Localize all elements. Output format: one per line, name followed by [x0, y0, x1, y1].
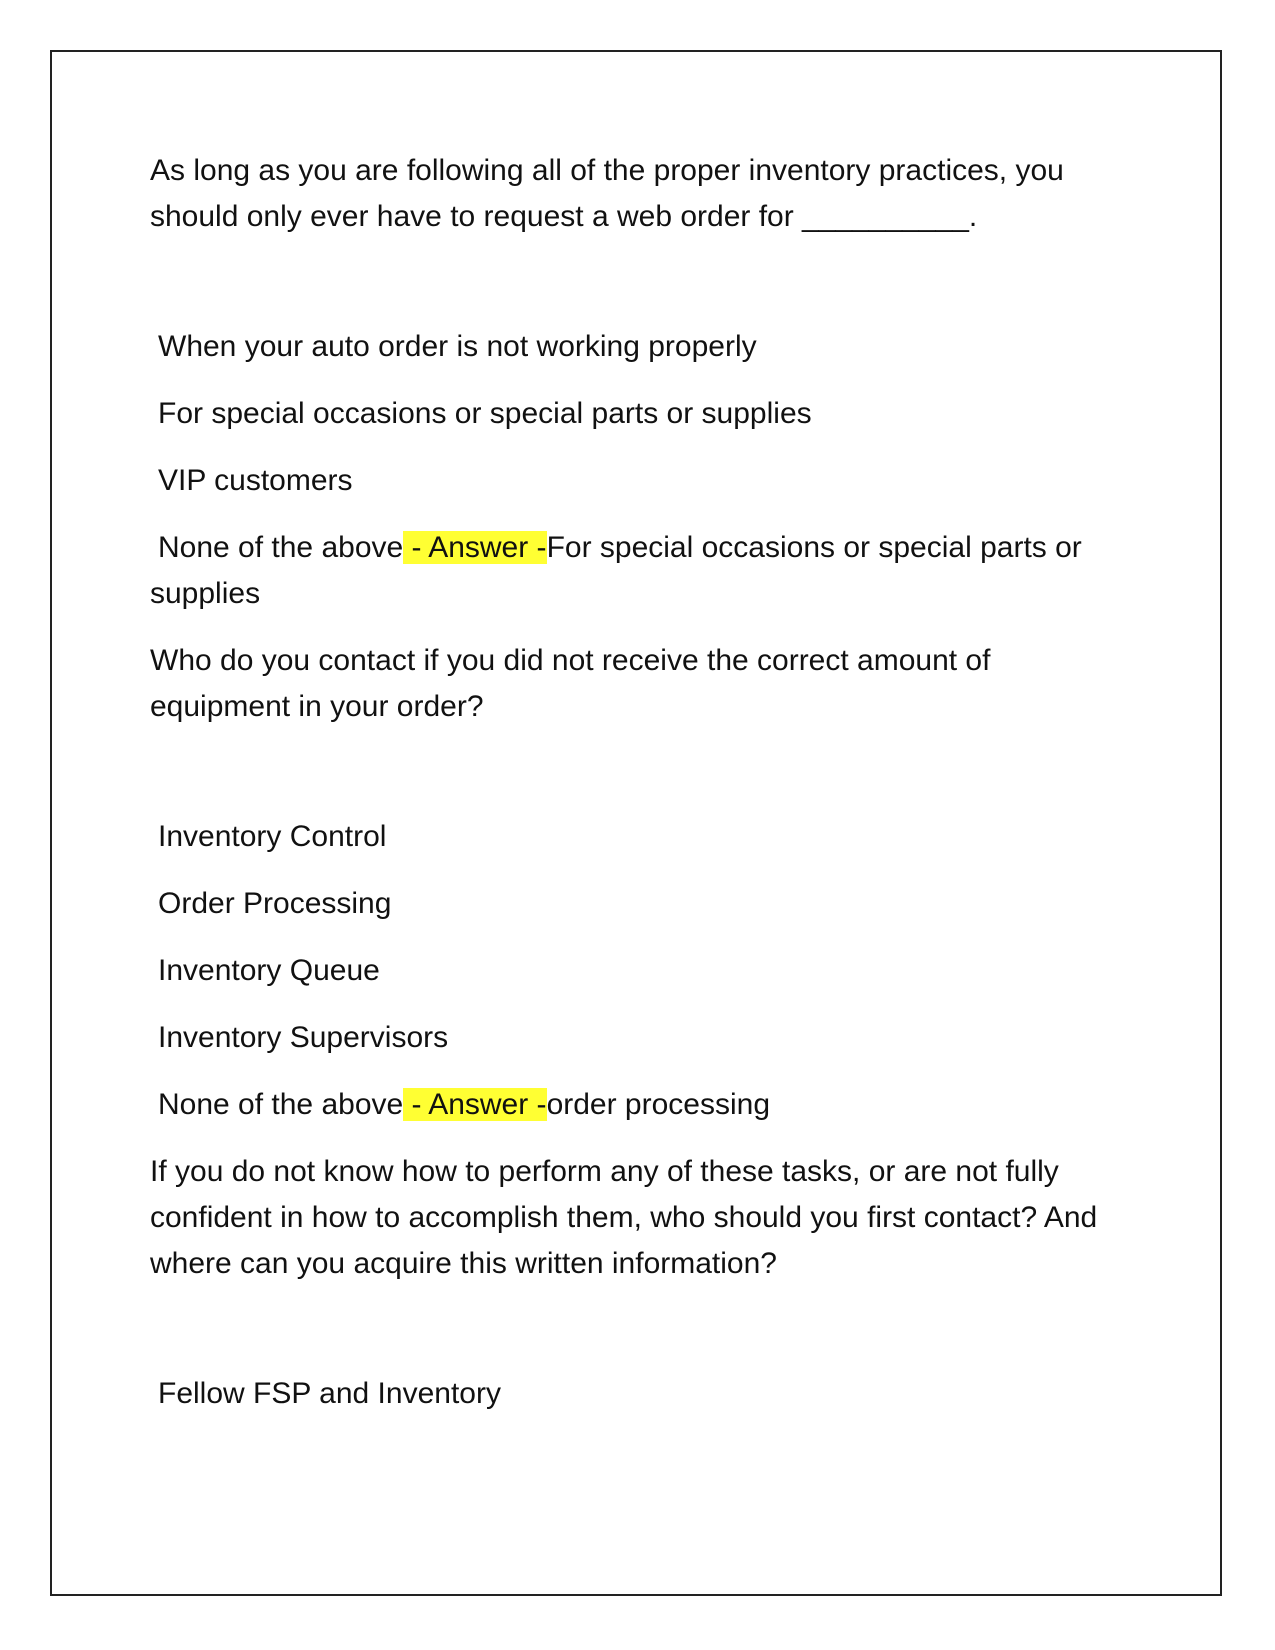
- q1-option-3: VIP customers: [158, 464, 353, 497]
- q2-answer-text: order processing: [546, 1088, 771, 1121]
- q1-answer-marker: - Answer -: [403, 531, 547, 564]
- question-3: If you do not know how to perform any of these tasks, or are not fully confident in how to accomplish them, who should you first contact? And where can you acquire this written information?: [150, 1155, 1098, 1280]
- q1-answer-text: For special occasions or special parts or supplies: [150, 531, 1082, 610]
- q1-option-1: When your auto order is not working properly: [158, 330, 757, 363]
- q2-option-1: Inventory Control: [158, 820, 387, 853]
- q2-option-2: Order Processing: [158, 887, 392, 920]
- question-2: Who do you contact if you did not receive the correct amount of equipment in your order?: [150, 644, 991, 723]
- q1-option-4: None of the above: [158, 531, 404, 564]
- q2-option-5-with-answer: [150, 1082, 1110, 1128]
- q1-option-4-with-answer: [150, 525, 1110, 617]
- q2-answer-marker: - Answer -: [403, 1088, 547, 1121]
- question-1: As long as you are following all of the proper inventory practices, you should only ever have to request a web order for __________.: [150, 154, 1064, 233]
- q1-option-2: For special occasions or special parts or supplies: [158, 397, 812, 430]
- q2-option-3: Inventory Queue: [158, 954, 380, 987]
- q2-option-4: Inventory Supervisors: [158, 1021, 449, 1054]
- document-body: [150, 148, 1110, 1417]
- q3-option-1: Fellow FSP and Inventory: [158, 1377, 501, 1410]
- q2-option-5: None of the above: [158, 1088, 404, 1121]
